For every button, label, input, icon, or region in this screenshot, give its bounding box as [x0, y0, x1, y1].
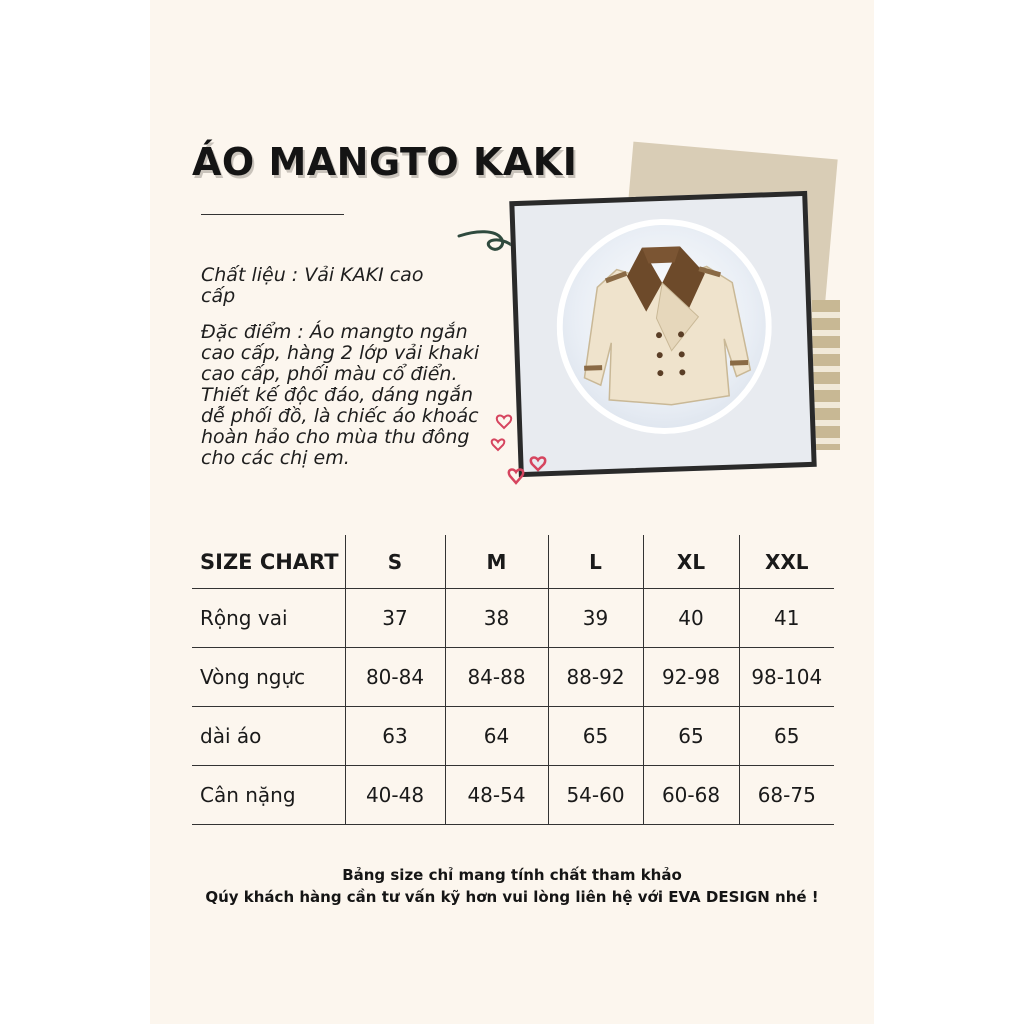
header-size-xl: XL	[643, 535, 739, 589]
table-row	[192, 766, 834, 825]
row-label: dài áo	[192, 707, 345, 766]
table-cell: 37	[345, 589, 445, 648]
table-cell: 41	[739, 589, 834, 648]
table-cell: 65	[739, 707, 834, 766]
title-divider	[201, 214, 344, 215]
table-row	[192, 707, 834, 766]
table-cell: 98-104	[739, 648, 834, 707]
table-cell: 38	[445, 589, 548, 648]
header-size-l: L	[548, 535, 643, 589]
header-size-m: M	[445, 535, 548, 589]
table-cell: 39	[548, 589, 643, 648]
table-cell: 68-75	[739, 766, 834, 825]
product-photo-frame	[509, 191, 816, 477]
table-row	[192, 648, 834, 707]
header-size-s: S	[345, 535, 445, 589]
hearts-doodle-icon	[490, 410, 552, 495]
khaki-coat-photo	[555, 219, 772, 436]
row-label: Vòng ngực	[192, 648, 345, 707]
material-text: Chất liệu : Vải KAKI cao cấp	[201, 264, 424, 307]
product-title: ÁO MANGTO KAKI	[192, 140, 578, 184]
table-row	[192, 589, 834, 648]
table-cell: 64	[445, 707, 548, 766]
table-cell: 65	[548, 707, 643, 766]
table-cell: 80-84	[345, 648, 445, 707]
row-label: Rộng vai	[192, 589, 345, 648]
table-header-row	[192, 535, 834, 589]
features-text: Đặc điểm : Áo mangto ngắn cao cấp, hàng 2 lớp vải khaki cao cấp, phối màu cổ điển. Thiết kế độc đáo, dáng ngắn dễ phối đồ, là chiếc áo khoác hoàn hảo cho mùa thu đông cho các chị em.	[201, 321, 480, 469]
table-cell: 88-92	[548, 648, 643, 707]
table-cell: 60-68	[643, 766, 739, 825]
footer-disclaimer: Bảng size chỉ mang tính chất tham khảo	[342, 866, 682, 884]
header-size-xxl: XXL	[739, 535, 834, 589]
table-cell: 40	[643, 589, 739, 648]
table-cell: 40-48	[345, 766, 445, 825]
header-size-chart: SIZE CHART	[192, 535, 345, 589]
table-cell: 63	[345, 707, 445, 766]
footer-contact: Qúy khách hàng cần tư vấn kỹ hơn vui lòng liên hệ với EVA DESIGN nhé !	[205, 888, 819, 906]
table-cell: 84-88	[445, 648, 548, 707]
table-cell: 65	[643, 707, 739, 766]
table-cell: 48-54	[445, 766, 548, 825]
table-cell: 92-98	[643, 648, 739, 707]
row-label: Cân nặng	[192, 766, 345, 825]
size-chart-table	[192, 535, 834, 825]
table-cell: 54-60	[548, 766, 643, 825]
washi-tape	[812, 300, 840, 450]
